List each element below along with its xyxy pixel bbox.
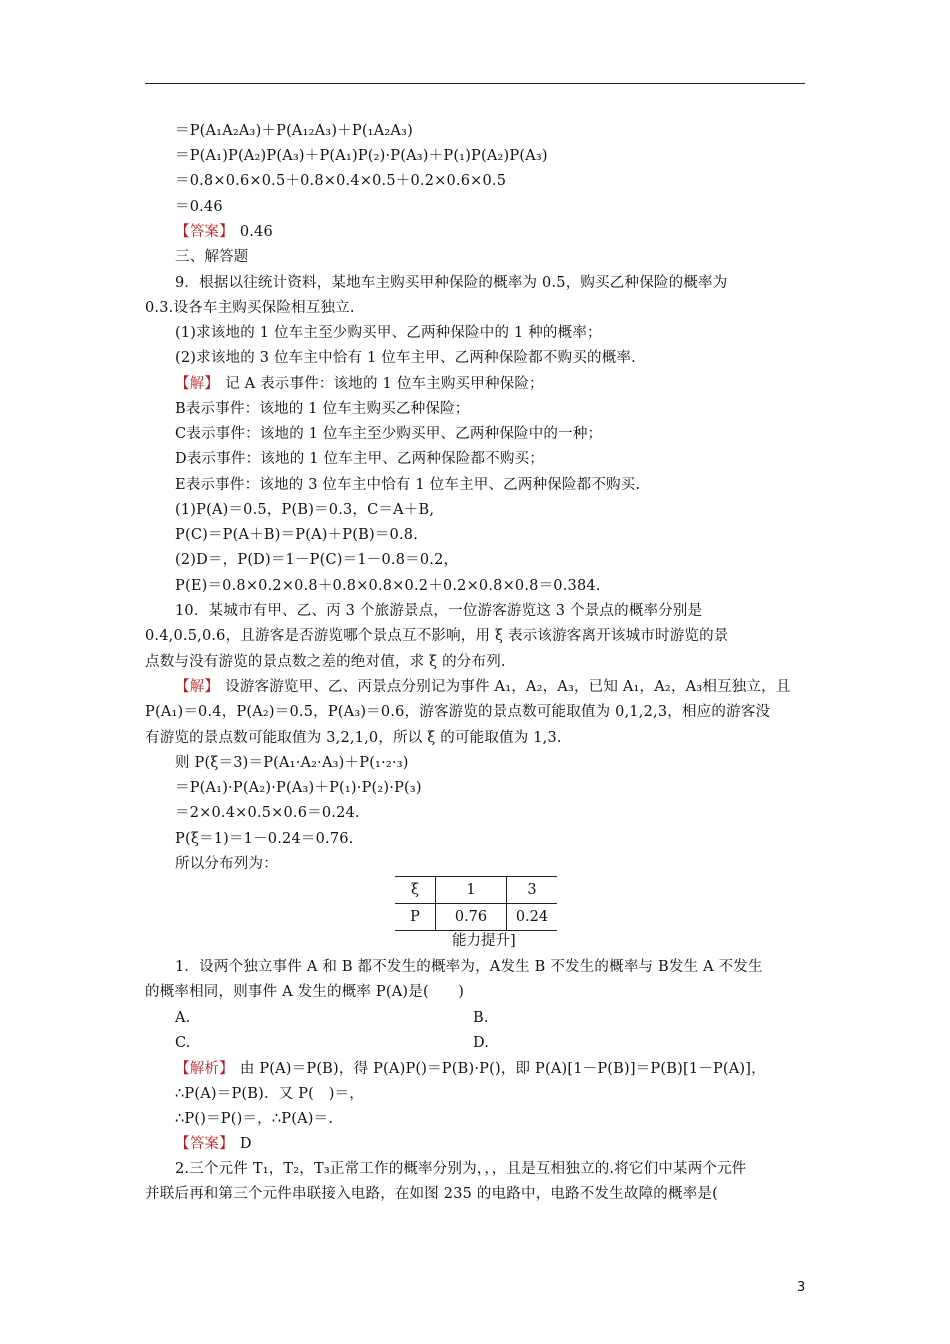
- line-text: 记 A 表示事件：该地的 1 位车主购买甲种保险；: [225, 376, 544, 392]
- line-text: P(ξ＝1)＝1－0.24＝0.76.: [175, 831, 354, 847]
- line-text: ＝P(A₁)P(A₂)P(A₃)＋P(A₁)P(₂)·P(A₃)＋P(₁)P(A₂)P(A₃): [175, 148, 548, 164]
- line-text: ∴P()＝P()＝，∴P(A)＝.: [175, 1111, 334, 1127]
- line-text: 则 P(ξ＝3)＝P(A₁·A₂·A₃)＋P(₁·₂·₃): [175, 755, 409, 771]
- text-line: [175, 676, 791, 698]
- line-text: ＝P(A₁)·P(A₂)·P(A₃)＋P(₁)·P(₂)·P(₃): [175, 780, 422, 796]
- text-line: [175, 145, 548, 167]
- text-line: [145, 625, 729, 647]
- line-text: 2.三个元件 T₁，T₂，T₃正常工作的概率分别为，，，且是互相独立的.将它们中某两个元件: [175, 1161, 747, 1177]
- option-label: B.: [473, 1010, 489, 1026]
- line-text: 三、解答题: [175, 249, 249, 265]
- option-label: A.: [175, 1010, 191, 1026]
- answer-tag: 【解】: [175, 679, 220, 695]
- line-text: ＝2×0.4×0.5×0.6＝0.24.: [175, 805, 360, 821]
- text-line: [175, 1158, 747, 1180]
- line-text: 设游客游览甲、乙、丙景点分别记为事件 A₁，A₂，A₃，已知 A₁，A₂，A₃相互独立，且: [225, 679, 791, 695]
- text-line: [175, 272, 727, 294]
- distribution-table: [395, 876, 557, 931]
- line-text: ＝0.8×0.6×0.5＋0.8×0.4×0.5＋0.2×0.6×0.5: [175, 173, 507, 189]
- line-text: 并联后再和第三个元件串联接入电路，在如图 235 的电路中，电路不发生故障的概率是(: [145, 1186, 718, 1202]
- line-text: ＝0.46: [175, 199, 223, 215]
- text-line: [145, 1183, 718, 1205]
- line-text: D: [239, 1136, 252, 1152]
- text-line: [175, 423, 602, 445]
- text-line: [175, 347, 636, 369]
- text-line: [175, 802, 360, 824]
- line-text: P(E)＝0.8×0.2×0.8＋0.8×0.8×0.2＋0.2×0.8×0.8＝0.384.: [175, 578, 601, 594]
- line-text: 10．某城市有甲、乙、丙 3 个旅游景点，一位游客游览这 3 个景点的概率分别是: [175, 603, 703, 619]
- table-row: [395, 877, 557, 904]
- table-caption: 能力提升]: [452, 933, 516, 949]
- text-line: [175, 221, 273, 243]
- analysis-text: 由 P(A)＝P(B)，得 P(A)P()＝P(B)·P()，即 P(A)[1－P(B)]＝P(B)[1－P(A)]，: [239, 1061, 766, 1077]
- line-text: P(A₁)＝0.4，P(A₂)＝0.5，P(A₃)＝0.6，游客游览的景点数可能取值为 0,1,2,3，相应的游客没: [145, 704, 771, 720]
- text-line: [175, 398, 470, 420]
- line-text: P(C)＝P(A＋B)＝P(A)＋P(B)＝0.8.: [175, 527, 418, 543]
- page-number: 3: [797, 1280, 806, 1295]
- answer-tag: 【答案】: [175, 1136, 234, 1152]
- line-text: 1．设两个独立事件 A 和 B 都不发生的概率为，A发生 B 不发生的概率与 B发生 A 不发生: [175, 959, 763, 975]
- text-line: [175, 373, 544, 395]
- text-line: [175, 170, 506, 192]
- line-text: 9．根据以往统计资料，某地车主购买甲种保险的概率为 0.5，购买乙种保险的概率为: [175, 275, 728, 291]
- line-text: 有游览的景点数可能取值为 3,2,1,0，所以 ξ 的可能取值为 1,3.: [145, 730, 562, 746]
- line-text: (2)D＝，P(D)＝1－P(C)＝1－0.8＝0.2，: [175, 552, 459, 568]
- text-line: [145, 727, 562, 749]
- text-line: [175, 322, 602, 344]
- line-text: 点数与没有游览的景点数之差的绝对值，求 ξ 的分布列.: [145, 654, 506, 670]
- text-line: [175, 828, 354, 850]
- text-line: [145, 651, 506, 673]
- text-line: [175, 524, 418, 546]
- text-line: [175, 752, 409, 774]
- option-label: C.: [175, 1035, 191, 1051]
- table-cell: 0.24: [507, 904, 558, 931]
- text-line: [175, 1083, 364, 1105]
- text-line: [175, 549, 458, 571]
- text-line: [175, 853, 278, 875]
- text-line: [175, 196, 223, 218]
- text-line: [175, 1133, 252, 1155]
- table-row: [395, 904, 557, 931]
- line-text: (2)求该地的 3 位车主中恰有 1 位车主甲、乙两种保险都不购买的概率.: [175, 350, 636, 366]
- table-cell: P: [395, 904, 436, 931]
- line-text: ＝P(A₁A₂A₃)＋P(A₁₂A₃)＋P(₁A₂A₃): [175, 123, 413, 139]
- line-text: (1)求该地的 1 位车主至少购买甲、乙两种保险中的 1 种的概率；: [175, 325, 602, 341]
- table-cell: 0.76: [436, 904, 507, 931]
- option-row: [175, 1007, 575, 1029]
- text-line: [175, 474, 640, 496]
- text-line: [145, 981, 464, 1003]
- line-text: ∴P(A)＝P(B)．又 P( )＝，: [175, 1086, 364, 1102]
- text-line: [175, 600, 702, 622]
- line-text: 0.3.设各车主购买保险相互独立.: [145, 300, 355, 316]
- line-text: 0.4,0.5,0.6，且游客是否游览哪个景点互不影响，用 ξ 表示该游客离开该城市时游览的景: [145, 628, 729, 644]
- table-cell: 1: [436, 877, 507, 904]
- line-text: (1)P(A)＝0.5，P(B)＝0.3，C＝A＋B,: [175, 502, 435, 518]
- line-text: C表示事件：该地的 1 位车主至少购买甲、乙两种保险中的一种；: [175, 426, 603, 442]
- table-cell: 3: [507, 877, 558, 904]
- answer-tag: 【答案】: [175, 224, 234, 240]
- analysis-tag: 【解析】: [175, 1061, 234, 1077]
- text-line: [175, 120, 413, 142]
- text-line: [175, 777, 422, 799]
- line-text: 所以分布列为：: [175, 856, 278, 872]
- option-label: D.: [473, 1035, 490, 1051]
- text-line: [175, 575, 601, 597]
- option-row: [175, 1032, 575, 1054]
- line-text: 的概率相同，则事件 A 发生的概率 P(A)是( ): [145, 984, 465, 1000]
- answer-tag: 【解】: [175, 376, 220, 392]
- text-line: [175, 448, 544, 470]
- line-text: E表示事件：该地的 3 位车主中恰有 1 位车主甲、乙两种保险都不购买.: [175, 477, 641, 493]
- line-text: 0.46: [239, 224, 273, 240]
- text-line: [175, 246, 249, 268]
- line-text: D表示事件：该地的 1 位车主甲、乙两种保险都不购买；: [175, 451, 544, 467]
- text-line: [175, 956, 763, 978]
- text-line: [145, 297, 355, 319]
- text-line: [175, 499, 434, 521]
- text-line: [145, 701, 770, 723]
- line-text: B表示事件：该地的 1 位车主购买乙种保险；: [175, 401, 470, 417]
- table-cell: ξ: [395, 877, 436, 904]
- text-line: [175, 1108, 333, 1130]
- analysis-line: [175, 1058, 766, 1080]
- header-rule: [145, 83, 805, 84]
